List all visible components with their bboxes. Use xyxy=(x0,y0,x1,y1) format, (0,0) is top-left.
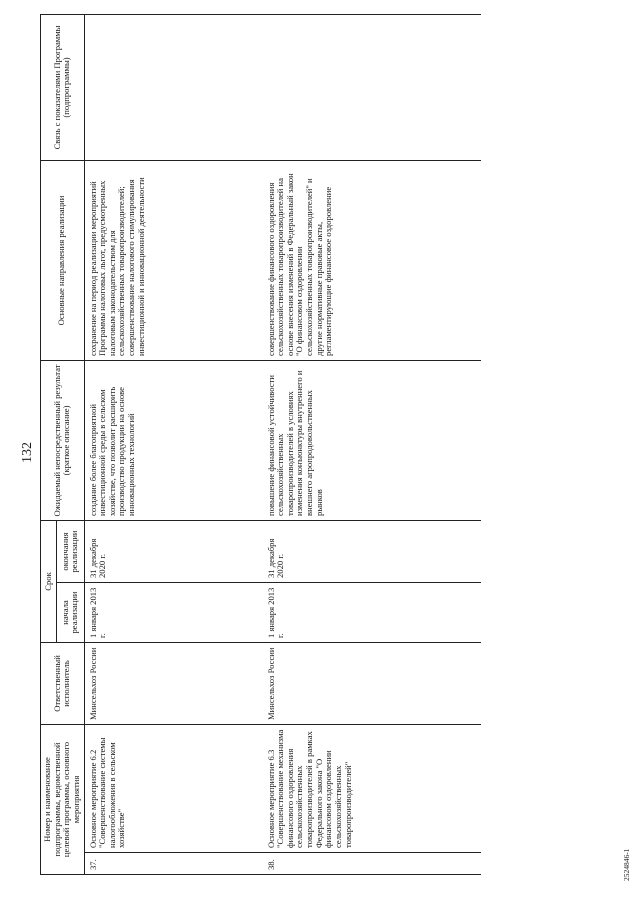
main-directions: сохранение на период реализации мероприятий Программы налоговых льгот, предусмотренных налоговым законодательством для сельскохозяйственных товаропроизводителей; совершенствование налогового стимулирования инвестиционной и инновационной деятельности xyxy=(84,160,263,360)
row-number: 38. xyxy=(263,853,481,875)
expected-result: повышение финансовой устойчивости сельскохозяйственных товаропроизводителей в условиях изменения конъюнктуры внутреннего и внешнего агропродовольственных рынков xyxy=(263,360,481,520)
measure-name: Основное мероприятие 6.2 "Совершенствование системы налогообложения в сельском хозяйстве" xyxy=(84,724,263,852)
main-directions: совершенствование финансового оздоровления сельскохозяйственных товаропроизводителей на основе внесения изменений в Федеральный закон "О финансовом оздоровлении сельскохозяйственных товаропроизводителей" и другие нормативные правовые акты, регламентирующие финансовое оздоровление xyxy=(263,160,481,360)
header-link: Связь с показателями Программы (подпрограммы) xyxy=(41,14,85,160)
row-number: 37. xyxy=(84,853,263,875)
expected-result: создание более благоприятной инвестиционной среды в сельском хозяйстве, что позволит расширить производство продукции на основе инновационных технологий xyxy=(84,360,263,520)
indicator-link xyxy=(84,14,263,160)
measure-name: Основное мероприятие 6.3 "Совершенствование механизма финансового оздоровления сельскохозяйственных товаропроизводителей в рамках Федерального закона "О финансовом оздоровлении сельскохозяйственных товаропроизводителей" xyxy=(263,724,481,852)
end-date: 31 декабря 2020 г. xyxy=(84,520,263,582)
end-date: 31 декабря 2020 г. xyxy=(263,520,481,582)
document-id: 2524846-1 xyxy=(622,848,631,881)
executor: Минсельхоз России xyxy=(84,642,263,724)
start-date: 1 января 2013 г. xyxy=(84,582,263,642)
start-date: 1 января 2013 г. xyxy=(263,582,481,642)
header-result: Ожидаемый непосредственный результат (краткое описание) xyxy=(41,360,85,520)
page-number: 132 xyxy=(20,442,35,463)
indicator-link xyxy=(263,14,481,160)
executor: Минсельхоз России xyxy=(263,642,481,724)
table-row xyxy=(84,14,263,874)
header-period-start: начала реализации xyxy=(57,582,84,642)
table-row xyxy=(263,14,481,874)
header-directions: Основные направления реализации xyxy=(41,160,85,360)
header-period: Срок xyxy=(41,520,57,642)
header-period-end: окончания реализации xyxy=(57,520,84,582)
program-measures-table xyxy=(40,14,481,875)
header-executor: Ответственный исполнитель xyxy=(41,642,85,724)
header-name: Номер и наименование подпрограммы, ведомственной целевой программы, основного мероприятия xyxy=(41,724,85,874)
